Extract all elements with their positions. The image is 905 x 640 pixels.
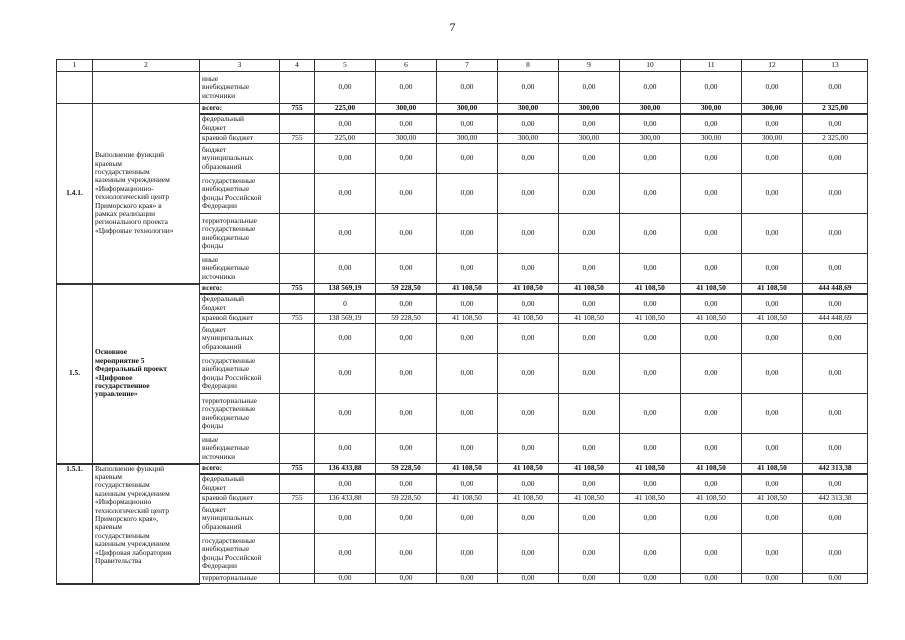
grbs-code [280, 114, 315, 134]
page-number: 7 [449, 20, 456, 34]
amount-cell: 0,00 [559, 394, 620, 434]
grbs-code [280, 354, 315, 394]
amount-cell: 0,00 [437, 394, 498, 434]
measure-code: 1.5. [57, 284, 93, 464]
amount-cell: 300,00 [498, 134, 559, 144]
grbs-code: 755 [280, 104, 315, 114]
amount-cell: 0,00 [376, 474, 437, 494]
amount-cell: 0,00 [498, 114, 559, 134]
amount-cell: 0,00 [376, 394, 437, 434]
measure-code [57, 72, 93, 104]
amount-cell: 2 325,00 [803, 104, 868, 114]
amount-cell: 0,00 [742, 72, 803, 104]
amount-cell: 0,00 [376, 324, 437, 354]
amount-cell: 0,00 [437, 474, 498, 494]
amount-cell: 0,00 [620, 474, 681, 494]
amount-cell: 0,00 [803, 394, 868, 434]
amount-cell: 0,00 [559, 214, 620, 254]
amount-cell: 0,00 [681, 574, 742, 584]
amount-cell: 59 228,50 [376, 284, 437, 294]
amount-cell: 0,00 [559, 354, 620, 394]
amount-cell: 0,00 [803, 72, 868, 104]
amount-cell: 0,00 [681, 294, 742, 314]
amount-cell: 0,00 [498, 434, 559, 464]
amount-cell: 0,00 [620, 174, 681, 214]
amount-cell: 0,00 [437, 174, 498, 214]
amount-cell: 0,00 [681, 434, 742, 464]
amount-cell: 41 108,50 [437, 464, 498, 474]
amount-cell: 41 108,50 [742, 284, 803, 294]
column-number-10: 10 [620, 60, 681, 72]
amount-cell: 0,00 [559, 474, 620, 494]
amount-cell: 0,00 [620, 324, 681, 354]
grbs-code: 755 [280, 494, 315, 504]
amount-cell: 41 108,50 [498, 494, 559, 504]
column-number-2: 2 [93, 60, 200, 72]
amount-cell: 0,00 [620, 294, 681, 314]
amount-cell: 41 108,50 [681, 284, 742, 294]
amount-cell: 0,00 [437, 254, 498, 284]
amount-cell: 0,00 [681, 324, 742, 354]
amount-cell: 0,00 [803, 114, 868, 134]
amount-cell: 0,00 [315, 214, 376, 254]
amount-cell: 41 108,50 [620, 284, 681, 294]
amount-cell: 0,00 [620, 144, 681, 174]
funding-source: федеральный бюджет [200, 114, 280, 134]
amount-cell: 0,00 [376, 144, 437, 174]
amount-cell: 0,00 [681, 214, 742, 254]
amount-cell: 0,00 [376, 114, 437, 134]
column-number-13: 13 [803, 60, 868, 72]
amount-cell: 0,00 [742, 114, 803, 134]
amount-cell: 0,00 [437, 294, 498, 314]
amount-cell: 0,00 [498, 214, 559, 254]
grbs-code [280, 144, 315, 174]
amount-cell: 41 108,50 [742, 464, 803, 474]
funding-source: государственные внебюджетные фонды Российской Федерации [200, 174, 280, 214]
funding-source: бюджет муниципальных образований [200, 144, 280, 174]
amount-cell: 0,00 [620, 534, 681, 574]
column-number-12: 12 [742, 60, 803, 72]
measure-code: 1.4.1. [57, 104, 93, 284]
amount-cell: 138 569,19 [315, 314, 376, 324]
amount-cell: 0 [315, 294, 376, 314]
funding-source: государственные внебюджетные фонды Российской Федерации [200, 354, 280, 394]
amount-cell: 0,00 [803, 144, 868, 174]
amount-cell: 0,00 [315, 504, 376, 534]
amount-cell: 444 448,69 [803, 314, 868, 324]
amount-cell: 138 569,19 [315, 284, 376, 294]
amount-cell: 41 108,50 [620, 314, 681, 324]
amount-cell: 0,00 [803, 254, 868, 284]
amount-cell: 0,00 [559, 294, 620, 314]
amount-cell: 300,00 [681, 104, 742, 114]
amount-cell: 0,00 [681, 254, 742, 284]
amount-cell: 0,00 [315, 72, 376, 104]
amount-cell: 0,00 [620, 214, 681, 254]
amount-cell: 0,00 [620, 394, 681, 434]
measure-name: Выполнение функций краевым государственным казенным учреждением «Информационно- технологический центр Приморского края» в рамках реализации регионального проекта «Цифровые технологии» [93, 104, 200, 284]
column-number-7: 7 [437, 60, 498, 72]
amount-cell: 0,00 [376, 294, 437, 314]
amount-cell: 0,00 [437, 354, 498, 394]
amount-cell: 41 108,50 [559, 464, 620, 474]
amount-cell: 41 108,50 [742, 314, 803, 324]
funding-source: государственные внебюджетные фонды Российской Федерации [200, 534, 280, 574]
amount-cell: 0,00 [498, 72, 559, 104]
amount-cell: 0,00 [620, 504, 681, 534]
funding-source: бюджет муниципальных образований [200, 504, 280, 534]
measure-code: 1.5.1. [57, 464, 93, 584]
funding-source: краевой бюджет [200, 494, 280, 504]
amount-cell: 41 108,50 [498, 314, 559, 324]
amount-cell: 0,00 [559, 534, 620, 574]
amount-cell: 0,00 [742, 214, 803, 254]
amount-cell: 0,00 [498, 534, 559, 574]
funding-source: краевой бюджет [200, 314, 280, 324]
amount-cell: 442 313,38 [803, 494, 868, 504]
amount-cell: 0,00 [376, 504, 437, 534]
amount-cell: 225,00 [315, 104, 376, 114]
amount-cell: 41 108,50 [498, 464, 559, 474]
amount-cell: 0,00 [498, 474, 559, 494]
funding-source: всего: [200, 464, 280, 474]
amount-cell: 0,00 [315, 474, 376, 494]
amount-cell: 0,00 [559, 504, 620, 534]
column-number-4: 4 [280, 60, 315, 72]
amount-cell: 0,00 [437, 534, 498, 574]
amount-cell: 0,00 [376, 72, 437, 104]
amount-cell: 2 325,00 [803, 134, 868, 144]
amount-cell: 0,00 [498, 294, 559, 314]
amount-cell: 59 228,50 [376, 494, 437, 504]
grbs-code [280, 72, 315, 104]
grbs-code [280, 434, 315, 464]
amount-cell: 0,00 [437, 504, 498, 534]
amount-cell: 41 108,50 [559, 494, 620, 504]
amount-cell: 0,00 [376, 354, 437, 394]
amount-cell: 0,00 [742, 474, 803, 494]
amount-cell: 300,00 [376, 134, 437, 144]
amount-cell: 0,00 [559, 254, 620, 284]
measure-name: Основное мероприятие 5 Федеральный проект «Цифровое государственное управление» [93, 284, 200, 464]
amount-cell: 41 108,50 [681, 464, 742, 474]
amount-cell: 300,00 [742, 134, 803, 144]
amount-cell: 41 108,50 [742, 494, 803, 504]
amount-cell: 0,00 [803, 294, 868, 314]
amount-cell: 300,00 [498, 104, 559, 114]
column-number-9: 9 [559, 60, 620, 72]
amount-cell: 0,00 [803, 354, 868, 394]
grbs-code [280, 534, 315, 574]
amount-cell: 0,00 [559, 144, 620, 174]
amount-cell: 0,00 [559, 434, 620, 464]
amount-cell: 0,00 [681, 534, 742, 574]
amount-cell: 0,00 [315, 434, 376, 464]
amount-cell: 300,00 [437, 134, 498, 144]
amount-cell: 0,00 [742, 254, 803, 284]
grbs-code [280, 394, 315, 434]
column-number-1: 1 [57, 60, 93, 72]
amount-cell: 0,00 [376, 254, 437, 284]
amount-cell: 0,00 [315, 354, 376, 394]
funding-source: территориальные государственные внебюджетные фонды [200, 394, 280, 434]
amount-cell: 0,00 [437, 574, 498, 584]
amount-cell: 0,00 [498, 354, 559, 394]
amount-cell: 0,00 [742, 294, 803, 314]
grbs-code [280, 474, 315, 494]
grbs-code: 755 [280, 314, 315, 324]
amount-cell: 41 108,50 [620, 464, 681, 474]
column-number-row [57, 60, 868, 72]
amount-cell: 0,00 [559, 174, 620, 214]
amount-cell: 136 433,88 [315, 464, 376, 474]
amount-cell: 0,00 [742, 174, 803, 214]
amount-cell: 0,00 [315, 114, 376, 134]
column-number-5: 5 [315, 60, 376, 72]
amount-cell: 300,00 [559, 104, 620, 114]
amount-cell: 0,00 [559, 324, 620, 354]
amount-cell: 0,00 [498, 324, 559, 354]
amount-cell: 300,00 [742, 104, 803, 114]
amount-cell: 0,00 [376, 534, 437, 574]
funding-source: федеральный бюджет [200, 294, 280, 314]
amount-cell: 0,00 [803, 474, 868, 494]
amount-cell: 300,00 [620, 134, 681, 144]
amount-cell: 0,00 [559, 574, 620, 584]
amount-cell: 59 228,50 [376, 314, 437, 324]
funding-source: территориальные [200, 574, 280, 584]
amount-cell: 0,00 [742, 534, 803, 574]
amount-cell: 0,00 [681, 174, 742, 214]
column-number-3: 3 [200, 60, 280, 72]
funding-source: всего: [200, 104, 280, 114]
amount-cell: 0,00 [376, 434, 437, 464]
measure-name [93, 72, 200, 104]
amount-cell: 0,00 [803, 324, 868, 354]
amount-cell: 59 228,50 [376, 464, 437, 474]
funding-source: иные внебюджетные источники [200, 72, 280, 104]
amount-cell: 0,00 [620, 574, 681, 584]
amount-cell: 300,00 [559, 134, 620, 144]
amount-cell: 300,00 [620, 104, 681, 114]
amount-cell: 0,00 [376, 574, 437, 584]
grbs-code [280, 504, 315, 534]
amount-cell: 0,00 [437, 324, 498, 354]
amount-cell: 0,00 [803, 574, 868, 584]
grbs-code: 755 [280, 284, 315, 294]
amount-cell: 41 108,50 [681, 494, 742, 504]
funding-source: иные внебюджетные источники [200, 434, 280, 464]
amount-cell: 0,00 [315, 324, 376, 354]
amount-cell: 0,00 [315, 394, 376, 434]
funding-source: всего: [200, 284, 280, 294]
amount-cell: 0,00 [681, 114, 742, 134]
amount-cell: 0,00 [559, 72, 620, 104]
amount-cell: 0,00 [498, 174, 559, 214]
amount-cell: 0,00 [559, 114, 620, 134]
amount-cell: 0,00 [315, 144, 376, 174]
amount-cell: 0,00 [742, 324, 803, 354]
table-row [57, 284, 868, 294]
measure-name: Выполнение функций краевым государственным казенным учреждением «Информационно технологический центр Приморского края», краевым государственным казенным учреждением «Цифровая лаборатория Правительства [93, 464, 200, 584]
amount-cell: 0,00 [681, 354, 742, 394]
amount-cell: 300,00 [376, 104, 437, 114]
amount-cell: 41 108,50 [620, 494, 681, 504]
funding-source: иные внебюджетные источники [200, 254, 280, 284]
amount-cell: 41 108,50 [437, 494, 498, 504]
amount-cell: 0,00 [437, 214, 498, 254]
amount-cell: 0,00 [803, 504, 868, 534]
amount-cell: 0,00 [742, 144, 803, 174]
grbs-code [280, 294, 315, 314]
amount-cell: 0,00 [437, 144, 498, 174]
amount-cell: 0,00 [803, 214, 868, 254]
amount-cell: 0,00 [620, 254, 681, 284]
amount-cell: 0,00 [620, 434, 681, 464]
amount-cell: 0,00 [498, 144, 559, 174]
budget-table [56, 59, 868, 585]
amount-cell: 0,00 [681, 144, 742, 174]
amount-cell: 0,00 [742, 574, 803, 584]
amount-cell: 0,00 [437, 114, 498, 134]
grbs-code [280, 174, 315, 214]
amount-cell: 41 108,50 [437, 314, 498, 324]
amount-cell: 0,00 [498, 504, 559, 534]
grbs-code: 755 [280, 464, 315, 474]
amount-cell: 0,00 [315, 534, 376, 574]
amount-cell: 41 108,50 [498, 284, 559, 294]
funding-source: краевой бюджет [200, 134, 280, 144]
funding-source: бюджет муниципальных образований [200, 324, 280, 354]
funding-source: федеральный бюджет [200, 474, 280, 494]
column-number-6: 6 [376, 60, 437, 72]
amount-cell: 0,00 [315, 574, 376, 584]
table-row [57, 104, 868, 114]
amount-cell: 0,00 [742, 504, 803, 534]
amount-cell: 0,00 [376, 174, 437, 214]
table-row [57, 72, 868, 104]
table-row [57, 464, 868, 474]
grbs-code [280, 324, 315, 354]
grbs-code [280, 254, 315, 284]
amount-cell: 0,00 [742, 394, 803, 434]
amount-cell: 442 313,38 [803, 464, 868, 474]
amount-cell: 0,00 [742, 434, 803, 464]
amount-cell: 0,00 [498, 254, 559, 284]
column-number-8: 8 [498, 60, 559, 72]
amount-cell: 0,00 [681, 474, 742, 494]
amount-cell: 300,00 [681, 134, 742, 144]
amount-cell: 136 433,88 [315, 494, 376, 504]
amount-cell: 0,00 [742, 354, 803, 394]
amount-cell: 41 108,50 [559, 284, 620, 294]
amount-cell: 444 448,69 [803, 284, 868, 294]
amount-cell: 41 108,50 [437, 284, 498, 294]
amount-cell: 0,00 [681, 504, 742, 534]
amount-cell: 0,00 [498, 394, 559, 434]
amount-cell: 225,00 [315, 134, 376, 144]
amount-cell: 41 108,50 [681, 314, 742, 324]
amount-cell: 0,00 [681, 72, 742, 104]
amount-cell: 0,00 [498, 574, 559, 584]
amount-cell: 0,00 [315, 254, 376, 284]
amount-cell: 0,00 [376, 214, 437, 254]
amount-cell: 0,00 [803, 534, 868, 574]
amount-cell: 0,00 [315, 174, 376, 214]
amount-cell: 0,00 [620, 354, 681, 394]
amount-cell: 0,00 [620, 72, 681, 104]
amount-cell: 0,00 [681, 394, 742, 434]
amount-cell: 0,00 [437, 434, 498, 464]
grbs-code: 755 [280, 134, 315, 144]
amount-cell: 0,00 [620, 114, 681, 134]
amount-cell: 300,00 [437, 104, 498, 114]
grbs-code [280, 214, 315, 254]
amount-cell: 0,00 [803, 174, 868, 214]
funding-source: территориальные государственные внебюджетные фонды [200, 214, 280, 254]
column-number-11: 11 [681, 60, 742, 72]
amount-cell: 0,00 [437, 72, 498, 104]
amount-cell: 0,00 [803, 434, 868, 464]
amount-cell: 41 108,50 [559, 314, 620, 324]
grbs-code [280, 574, 315, 584]
